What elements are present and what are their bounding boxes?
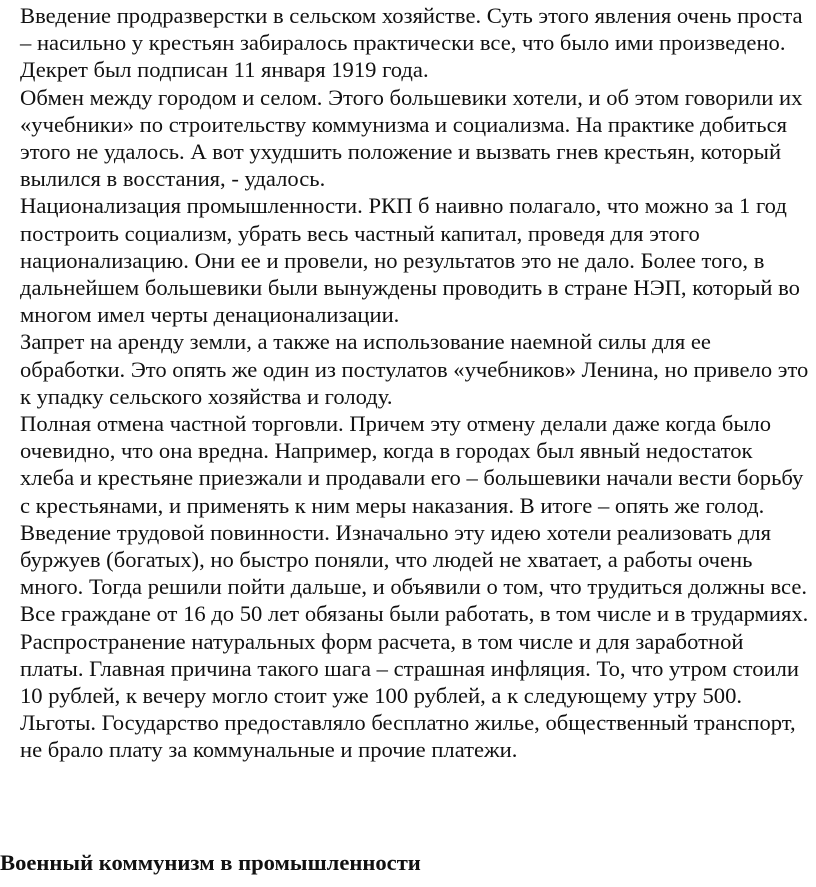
document-body <box>20 2 810 764</box>
paragraph-land-lease-ban: Запрет на аренду земли, а также на использование наемной силы для ее обработки. Это опять же один из постулатов «учебников» Ленина, но привело это к упадку сельского хозяйства и голоду. <box>20 329 809 409</box>
paragraph-benefits: Льготы. Государство предоставляло бесплатно жилье, общественный транспорт, не брало плату за коммунальные и прочие платежи. <box>20 710 796 763</box>
paragraph-nationalization: Национализация промышленности. РКП б наивно полагало, что можно за 1 год построить социализм, убрать весь частный капитал, проведя для этого национализацию. Они ее и провели, но результатов это не дало. Более того, в дальнейшем большевики были вынуждены проводить в стране НЭП, который во многом имел черты денационализации. <box>20 193 800 328</box>
paragraph-prodrazverstka: Введение продразверстки в сельском хозяйстве. Суть этого явления очень проста – насильно у крестьян забиралось практически все, что было ими произведено. Декрет был подписан 11 января 1919 года. <box>20 3 803 83</box>
paragraph-city-village-exchange: Обмен между городом и селом. Этого большевики хотели, и об этом говорили их «учебники» по строительству коммунизма и социализма. На практике добиться этого не удалось. А вот ухудшить положение и вызвать гнев крестьян, который вылился в восстания, - удалось. <box>20 84 803 192</box>
paragraph-labor-duty: Введение трудовой повинности. Изначально эту идею хотели реализовать для буржуев (богатых), но быстро поняли, что людей не хватает, а работы очень много. Тогда решили пойти дальше, и объявили о том, что трудиться должны все. Все граждане от 16 до 50 лет обязаны были работать, в том числе и в трудармиях. <box>20 519 809 627</box>
paragraph-trade-ban: Полная отмена частной торговли. Причем эту отмену делали даже когда было очевидно, что она вредна. Например, когда в городах был явный недостаток хлеба и крестьяне приезжали и продавали его – большевики начали вести борьбу с крестьянами, и применять к ним меры наказания. В итоге – опять же голод. <box>20 411 804 518</box>
paragraph-natural-payment: Распространение натуральных форм расчета, в том числе и для заработной платы. Главная причина такого шага – страшная инфляция. То, что утром стоили 10 рублей, к вечеру могло стоит уже 100 рублей, а к следующему утру 500. <box>20 628 799 709</box>
section-heading: Военный коммунизм в промышленности <box>0 850 421 875</box>
